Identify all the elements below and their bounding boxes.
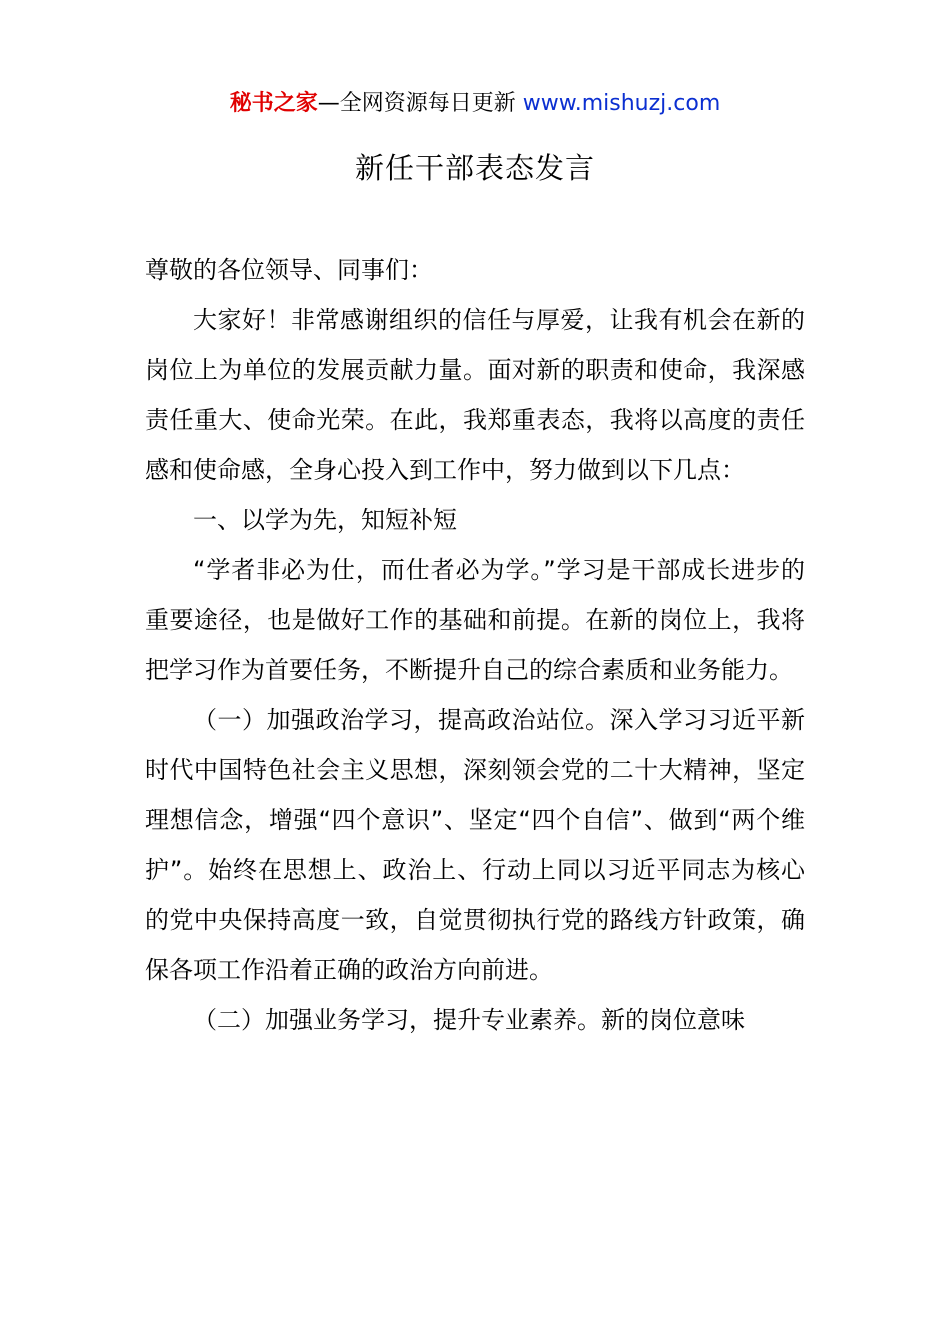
paragraph: （二）加强业务学习，提升专业素养。新的岗位意味 (193, 1006, 745, 1034)
document-title: 新任干部表态发言 (354, 151, 595, 185)
paragraph: 大家好！非常感谢组织的信任与厚爱，让我有机会在新的岗位上为单位的发展贡献力量。面对新的职责和使命，我深感责任重大、使命光荣。在此，我郑重表态，我将以高度的责任感和使命感，全身心投入到工作中，努力做到以下几点： (145, 306, 805, 484)
section-heading: 一、以学为先，知短补短 (193, 506, 457, 534)
site-url: www.mishuzj.com (522, 91, 721, 116)
site-header (0, 88, 950, 120)
paragraph: （一）加强政治学习，提高政治站位。深入学习习近平新时代中国特色社会主义思想，深刻领会党的二十大精神，坚定理想信念，增强“四个意识”、坚定“四个自信”、做到“两个维护”。始终在思想上、政治上、行动上同以习近平同志为核心的党中央保持高度一致，自觉贯彻执行党的路线方针政策，确保各项工作沿着正确的政治方向前进。 (145, 706, 805, 984)
site-tagline: —全网资源每日更新 (317, 91, 523, 116)
site-brand: 秘书之家 (229, 91, 318, 116)
document-body (145, 245, 805, 1045)
salutation: 尊敬的各位领导、同事们： (145, 256, 433, 284)
paragraph: “学者非必为仕，而仕者必为学。”学习是干部成长进步的重要途径，也是做好工作的基础和前提。在新的岗位上，我将把学习作为首要任务，不断提升自己的综合素质和业务能力。 (145, 556, 805, 684)
